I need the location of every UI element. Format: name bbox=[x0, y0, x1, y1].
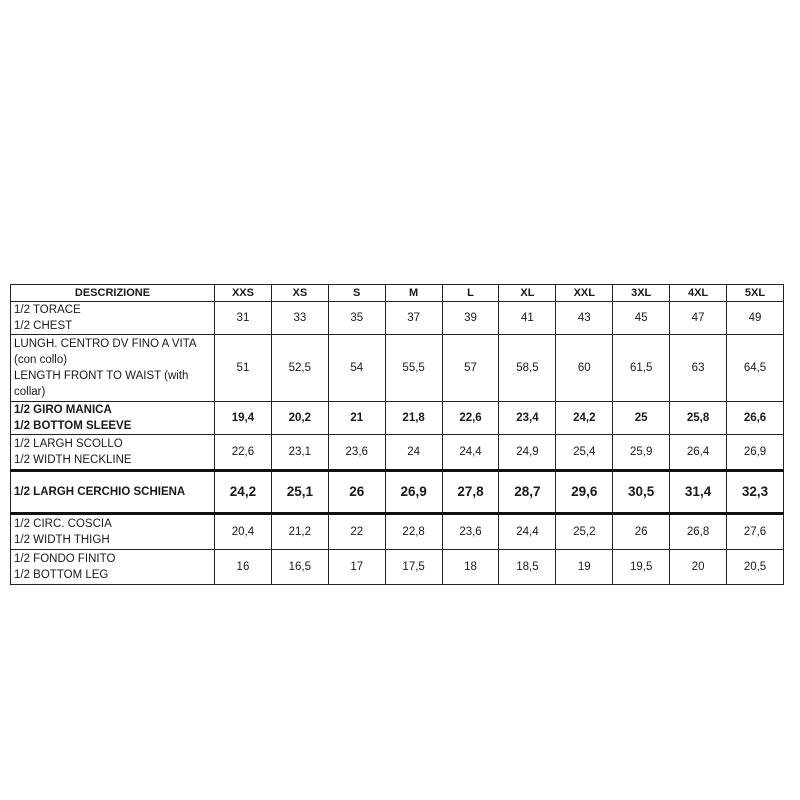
header-cell-description: DESCRIZIONE bbox=[11, 285, 215, 302]
measurement-cell: 61,5 bbox=[613, 335, 670, 402]
description-line: 1/2 BOTTOM LEG bbox=[14, 569, 109, 581]
measurement-cell: 37 bbox=[385, 302, 442, 335]
row-description bbox=[11, 435, 215, 471]
measurement-cell: 23,6 bbox=[328, 435, 385, 471]
measurement-cell: 21 bbox=[328, 402, 385, 435]
description-line: collar) bbox=[14, 386, 46, 398]
measurement-cell: 32,3 bbox=[727, 471, 784, 514]
measurement-cell: 24,2 bbox=[215, 471, 272, 514]
measurement-cell: 19 bbox=[556, 550, 613, 585]
header-row bbox=[11, 285, 784, 302]
measurement-cell: 22 bbox=[328, 514, 385, 550]
measurement-cell: 22,8 bbox=[385, 514, 442, 550]
measurement-cell: 24,9 bbox=[499, 435, 556, 471]
measurement-cell: 20 bbox=[670, 550, 727, 585]
measurement-cell: 18 bbox=[442, 550, 499, 585]
header-cell-size: M bbox=[385, 285, 442, 302]
row-description bbox=[11, 302, 215, 335]
measurement-cell: 28,7 bbox=[499, 471, 556, 514]
measurement-cell: 29,6 bbox=[556, 471, 613, 514]
header-cell-size: S bbox=[328, 285, 385, 302]
measurement-cell: 26,4 bbox=[670, 435, 727, 471]
measurement-cell: 43 bbox=[556, 302, 613, 335]
measurement-cell: 54 bbox=[328, 335, 385, 402]
measurement-cell: 23,1 bbox=[271, 435, 328, 471]
table-row bbox=[11, 514, 784, 550]
measurement-cell: 51 bbox=[215, 335, 272, 402]
measurement-cell: 21,2 bbox=[271, 514, 328, 550]
row-description bbox=[11, 514, 215, 550]
description-line: 1/2 CIRC. COSCIA bbox=[14, 518, 112, 530]
measurement-cell: 19,5 bbox=[613, 550, 670, 585]
measurement-cell: 22,6 bbox=[215, 435, 272, 471]
row-description bbox=[11, 471, 215, 514]
header-cell-size: XS bbox=[271, 285, 328, 302]
header-cell-size: 3XL bbox=[613, 285, 670, 302]
measurement-cell: 41 bbox=[499, 302, 556, 335]
table-row bbox=[11, 335, 784, 402]
measurement-cell: 26,9 bbox=[385, 471, 442, 514]
measurement-cell: 18,5 bbox=[499, 550, 556, 585]
row-description bbox=[11, 402, 215, 435]
measurement-cell: 35 bbox=[328, 302, 385, 335]
measurement-cell: 58,5 bbox=[499, 335, 556, 402]
measurement-cell: 64,5 bbox=[727, 335, 784, 402]
measurement-cell: 49 bbox=[727, 302, 784, 335]
description-line: 1/2 CHEST bbox=[14, 320, 73, 332]
measurement-cell: 26 bbox=[328, 471, 385, 514]
measurement-cell: 57 bbox=[442, 335, 499, 402]
measurement-cell: 16,5 bbox=[271, 550, 328, 585]
measurement-cell: 25,2 bbox=[556, 514, 613, 550]
measurement-cell: 26,9 bbox=[727, 435, 784, 471]
measurement-cell: 25,4 bbox=[556, 435, 613, 471]
measurement-cell: 63 bbox=[670, 335, 727, 402]
measurement-cell: 20,2 bbox=[271, 402, 328, 435]
measurement-cell: 31,4 bbox=[670, 471, 727, 514]
description-line: 1/2 LARGH CERCHIO SCHIENA bbox=[14, 486, 186, 498]
row-description bbox=[11, 335, 215, 402]
measurement-cell: 27,8 bbox=[442, 471, 499, 514]
description-line: LENGTH FRONT TO WAIST (with bbox=[14, 370, 189, 382]
description-line: LUNGH. CENTRO DV FINO A VITA bbox=[14, 338, 197, 350]
header-cell-size: 4XL bbox=[670, 285, 727, 302]
header-cell-size: 5XL bbox=[727, 285, 784, 302]
measurement-cell: 45 bbox=[613, 302, 670, 335]
measurement-cell: 31 bbox=[215, 302, 272, 335]
description-line: 1/2 BOTTOM SLEEVE bbox=[14, 420, 132, 432]
table-row bbox=[11, 435, 784, 471]
measurement-cell: 24,4 bbox=[442, 435, 499, 471]
description-line: 1/2 FONDO FINITO bbox=[14, 553, 116, 565]
table-row bbox=[11, 471, 784, 514]
description-line: 1/2 LARGH SCOLLO bbox=[14, 438, 123, 450]
description-line: (con collo) bbox=[14, 354, 68, 366]
measurement-cell: 24 bbox=[385, 435, 442, 471]
table-row bbox=[11, 302, 784, 335]
measurement-cell: 55,5 bbox=[385, 335, 442, 402]
size-chart-table bbox=[10, 284, 784, 585]
header-cell-size: L bbox=[442, 285, 499, 302]
measurement-cell: 17,5 bbox=[385, 550, 442, 585]
measurement-cell: 25 bbox=[613, 402, 670, 435]
measurement-cell: 24,4 bbox=[499, 514, 556, 550]
measurement-cell: 26 bbox=[613, 514, 670, 550]
row-description bbox=[11, 550, 215, 585]
description-line: 1/2 GIRO MANICA bbox=[14, 404, 112, 416]
table-row bbox=[11, 550, 784, 585]
measurement-cell: 39 bbox=[442, 302, 499, 335]
measurement-cell: 26,8 bbox=[670, 514, 727, 550]
description-line: 1/2 WIDTH NECKLINE bbox=[14, 454, 132, 466]
header-cell-size: XXS bbox=[215, 285, 272, 302]
measurement-cell: 16 bbox=[215, 550, 272, 585]
measurement-cell: 25,9 bbox=[613, 435, 670, 471]
measurement-cell: 20,5 bbox=[727, 550, 784, 585]
measurement-cell: 27,6 bbox=[727, 514, 784, 550]
measurement-cell: 30,5 bbox=[613, 471, 670, 514]
measurement-cell: 23,6 bbox=[442, 514, 499, 550]
description-line: 1/2 TORACE bbox=[14, 304, 81, 316]
measurement-cell: 60 bbox=[556, 335, 613, 402]
measurement-cell: 23,4 bbox=[499, 402, 556, 435]
measurement-cell: 19,4 bbox=[215, 402, 272, 435]
measurement-cell: 33 bbox=[271, 302, 328, 335]
measurement-cell: 47 bbox=[670, 302, 727, 335]
table-row bbox=[11, 402, 784, 435]
description-line: 1/2 WIDTH THIGH bbox=[14, 534, 110, 546]
header-cell-size: XXL bbox=[556, 285, 613, 302]
header-cell-size: XL bbox=[499, 285, 556, 302]
table-body bbox=[11, 302, 784, 585]
measurement-cell: 21,8 bbox=[385, 402, 442, 435]
measurement-cell: 20,4 bbox=[215, 514, 272, 550]
measurement-cell: 24,2 bbox=[556, 402, 613, 435]
measurement-cell: 52,5 bbox=[271, 335, 328, 402]
measurement-cell: 22,6 bbox=[442, 402, 499, 435]
measurement-cell: 25,1 bbox=[271, 471, 328, 514]
measurement-cell: 17 bbox=[328, 550, 385, 585]
measurement-cell: 25,8 bbox=[670, 402, 727, 435]
measurement-cell: 26,6 bbox=[727, 402, 784, 435]
